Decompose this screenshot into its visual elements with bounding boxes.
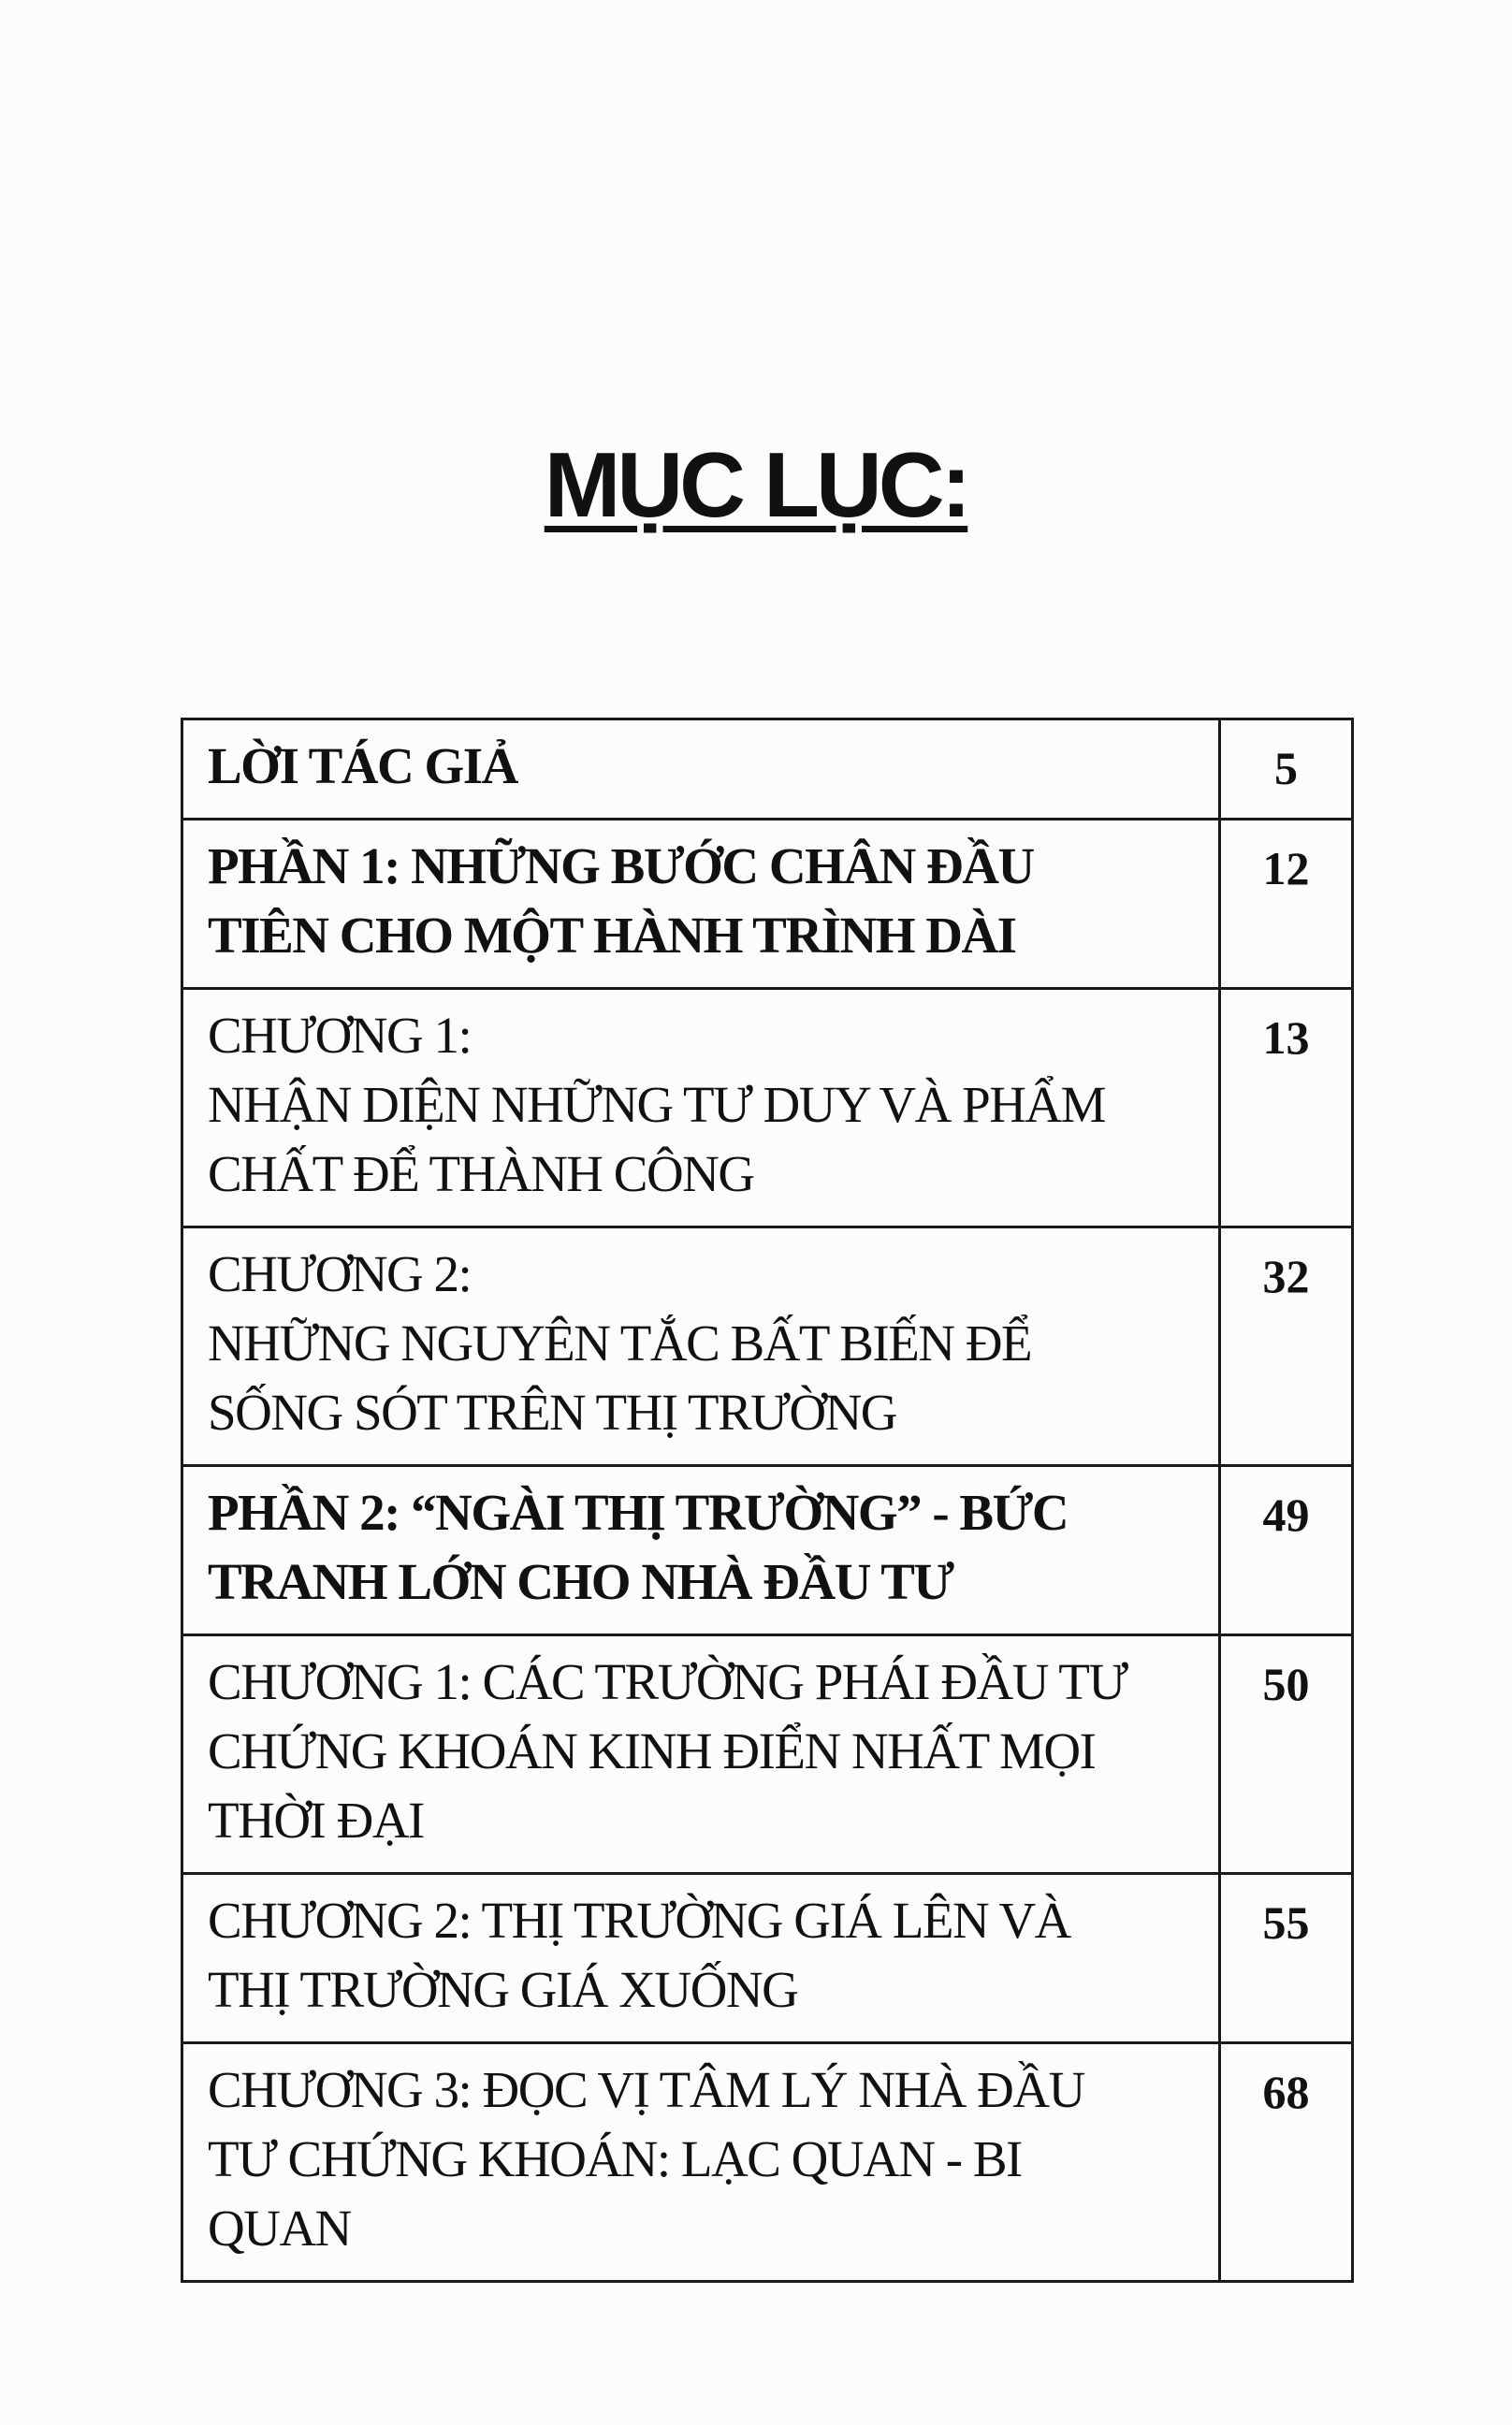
toc-entry-line: QUAN xyxy=(208,2200,351,2257)
toc-row xyxy=(182,1227,1353,1466)
toc-row xyxy=(182,719,1353,820)
toc-row xyxy=(182,2043,1353,2282)
toc-entry-line: CHỨNG KHOÁN KINH ĐIỂN NHẤT MỌI xyxy=(208,1722,1096,1779)
toc-entry-line: CHƯƠNG 2: xyxy=(208,1245,472,1302)
toc-entry-line: CHƯƠNG 3: ĐỌC VỊ TÂM LÝ NHÀ ĐẦU xyxy=(208,2061,1084,2118)
title-text: MỤC LỤC: xyxy=(544,433,968,536)
toc-row xyxy=(182,1635,1353,1874)
toc-entry-title xyxy=(182,1635,1220,1874)
toc-entry-line: CHƯƠNG 1: CÁC TRƯỜNG PHÁI ĐẦU TƯ xyxy=(208,1653,1127,1710)
toc-entry-line: TƯ CHỨNG KHOÁN: LẠC QUAN - BI xyxy=(208,2130,1022,2187)
toc-entry-line: PHẦN 1: NHỮNG BƯỚC CHÂN ĐẦU xyxy=(208,837,1034,894)
toc-entry-line: TIÊN CHO MỘT HÀNH TRÌNH DÀI xyxy=(208,907,1016,964)
toc-entry-line: PHẦN 2: “NGÀI THỊ TRƯỜNG” - BỨC xyxy=(208,1484,1069,1541)
toc-entry-title xyxy=(182,2043,1220,2282)
toc-page-number: 12 xyxy=(1220,820,1353,989)
toc-row xyxy=(182,1466,1353,1635)
toc-entry-line: LỜI TÁC GIẢ xyxy=(208,737,517,794)
toc-entry-title xyxy=(182,1466,1220,1635)
toc-row xyxy=(182,989,1353,1227)
toc-row xyxy=(182,1874,1353,2043)
toc-entry-title xyxy=(182,1874,1220,2043)
toc-entry-title xyxy=(182,989,1220,1227)
toc-entry-line: CHẤT ĐỂ THÀNH CÔNG xyxy=(208,1145,754,1202)
toc-page-number: 55 xyxy=(1220,1874,1353,2043)
toc-page-number: 5 xyxy=(1220,719,1353,820)
toc-entry-title xyxy=(182,1227,1220,1466)
toc-row xyxy=(182,820,1353,989)
toc-page-number: 49 xyxy=(1220,1466,1353,1635)
table-of-contents xyxy=(181,718,1354,2283)
toc-entry-line: THỊ TRƯỜNG GIÁ XUỐNG xyxy=(208,1961,798,2018)
page-title xyxy=(0,432,1512,538)
toc-entry-line: SỐNG SÓT TRÊN THỊ TRƯỜNG xyxy=(208,1384,897,1441)
toc-entry-line: CHƯƠNG 2: THỊ TRƯỜNG GIÁ LÊN VÀ xyxy=(208,1892,1070,1949)
toc-page-number: 32 xyxy=(1220,1227,1353,1466)
toc-entry-line: NHẬN DIỆN NHỮNG TƯ DUY VÀ PHẨM xyxy=(208,1076,1106,1133)
toc-entry-line: TRANH LỚN CHO NHÀ ĐẦU TƯ xyxy=(208,1553,953,1610)
toc-entry-line: NHỮNG NGUYÊN TẮC BẤT BIẾN ĐỂ xyxy=(208,1314,1032,1372)
toc-entry-line: CHƯƠNG 1: xyxy=(208,1007,472,1064)
toc-page-number: 68 xyxy=(1220,2043,1353,2282)
toc-entry-title xyxy=(182,820,1220,989)
toc-entry-title xyxy=(182,719,1220,820)
toc-page-number: 13 xyxy=(1220,989,1353,1227)
toc-page-number: 50 xyxy=(1220,1635,1353,1874)
toc-entry-line: THỜI ĐẠI xyxy=(208,1792,424,1849)
